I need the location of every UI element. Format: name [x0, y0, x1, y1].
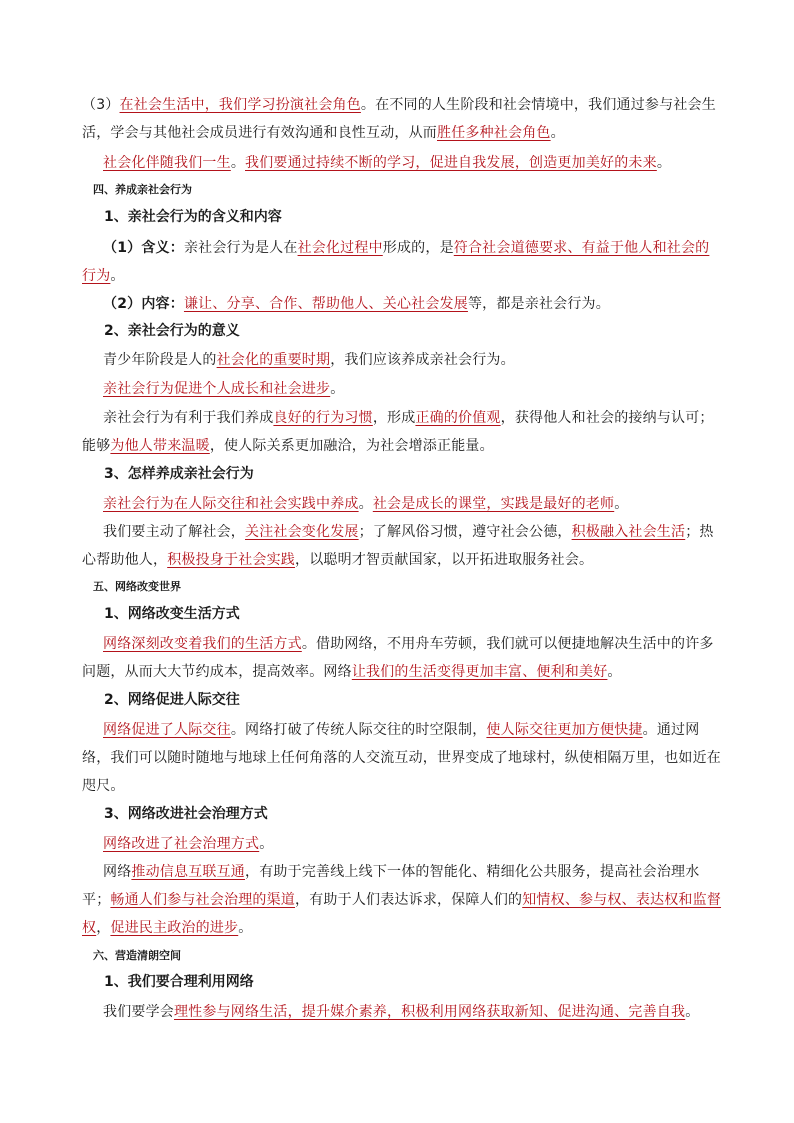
body-text: 。	[358, 496, 373, 512]
key-point-text: 让我们的生活变得更加丰富、便利和美好	[351, 664, 608, 680]
body-text: 亲社会行为有利于我们养成	[103, 410, 274, 426]
key-point-text: 胜任多种社会角色	[437, 125, 551, 141]
paragraph-network-governance	[82, 830, 722, 858]
key-point-text: 知情权、参与权、表达权和监督权	[82, 892, 722, 936]
body-text: 我们要学会	[103, 1004, 174, 1020]
body-text: 形成的，是	[382, 240, 454, 256]
body-text: 网络	[103, 864, 132, 880]
key-point-text: 亲社会行为在人际交往和社会实践中养成	[103, 496, 359, 512]
section-heading-5: 五、网络改变世界	[93, 580, 181, 593]
key-point-text: 为他人带来温暖	[110, 438, 210, 454]
body-text: （2）内容：	[103, 296, 184, 312]
key-point-text: 亲社会行为促进个人成长和社会进步	[103, 381, 331, 397]
key-point-text: 社会化伴随我们一生	[103, 155, 231, 171]
key-point-text: 关注社会变化发展	[245, 524, 359, 540]
paragraph-lifelong-socialization	[82, 149, 722, 177]
key-point-text: 畅通人们参与社会治理的渠道	[110, 892, 296, 908]
body-text: 青少年阶段是人的	[103, 352, 217, 368]
key-point-text: 积极投身于社会实践	[167, 552, 296, 568]
body-text: 。	[656, 155, 672, 171]
paragraph-definition	[82, 234, 722, 290]
body-text: 。	[607, 664, 622, 680]
body-text: 。	[685, 1004, 700, 1020]
body-text: ，使人际关系更加融洽，为社会增添正能量。	[209, 438, 494, 454]
key-point-text: 理性参与网络生活，提升媒介素养，积极利用网络获取新知、促进沟通、完善自我	[174, 1004, 686, 1020]
paragraph-reasonable-use	[82, 998, 722, 1026]
key-point-text: 正确的价值观	[415, 410, 501, 426]
body-text: ，有助于完善线上线下一体的智能化、精细化公共服务，提高社会治理水平；	[82, 864, 700, 908]
paragraph-benefits	[82, 404, 722, 460]
body-text: 。	[238, 920, 253, 936]
body-text: 亲社会行为是人在	[183, 240, 298, 256]
body-text: ，	[96, 920, 111, 936]
body-text: 等，都是亲社会行为。	[467, 296, 610, 312]
subheading-4-2: 2、亲社会行为的意义	[104, 323, 240, 339]
paragraph-understand-society	[82, 518, 722, 574]
body-text: ；热心帮助他人，	[82, 524, 714, 568]
key-point-text: 使人际交往更加方便快捷	[486, 722, 643, 738]
subheading-4-3: 3、怎样养成亲社会行为	[104, 466, 254, 482]
key-point-text: 网络改进了社会治理方式	[103, 836, 260, 852]
key-point-text: 谦让、分享、合作、帮助他人、关心社会发展	[183, 296, 468, 312]
paragraph-how-to-develop	[82, 490, 722, 518]
paragraph-social-roles	[82, 91, 722, 147]
key-point-text: 网络深刻改变着我们的生活方式	[103, 636, 302, 652]
body-text: 。网络打破了传统人际交往的时空限制，	[230, 722, 487, 738]
body-text: ；了解风俗习惯，遵守社会公德，	[358, 524, 572, 540]
key-point-text: 符合社会道德要求、有益于他人和社会的行为	[82, 240, 710, 284]
body-text: ，以聪明才智贡献国家，以开拓进取服务社会。	[295, 552, 594, 568]
body-text: 。	[330, 381, 345, 397]
paragraph-network-life	[82, 630, 722, 686]
body-text: ，有助于人们表达诉求，保障人们的	[295, 892, 523, 908]
body-text: 。在不同的人生阶段和社会情境中，我们通过参与社会生活，学会与其他社会成员进行有效沟通和良性互动，从而	[82, 97, 716, 141]
body-text: ，我们应该养成亲社会行为。	[330, 352, 515, 368]
body-text: ，形成	[372, 410, 416, 426]
subheading-5-2: 2、网络促进人际交往	[104, 692, 240, 708]
body-text: ，获得他人和社会的接纳与认可；能够	[82, 410, 714, 454]
key-point-text: 推动信息互联互通	[131, 864, 246, 880]
body-text: 。	[110, 268, 125, 284]
subheading-4-1: 1、亲社会行为的含义和内容	[104, 209, 282, 225]
subheading-6-1: 1、我们要合理利用网络	[104, 974, 254, 990]
key-point-text: 社会化的重要时期	[216, 352, 331, 368]
section-heading-6: 六、营造清朗空间	[93, 949, 181, 962]
key-point-text: 在社会生活中，我们学习扮演社会角色	[119, 97, 361, 113]
body-text: （1）含义：	[103, 240, 184, 256]
body-text: 我们要主动了解社会，	[103, 524, 245, 540]
key-point-text: 积极融入社会生活	[571, 524, 686, 540]
body-text: 。	[259, 836, 274, 852]
paragraph-network-interaction	[82, 716, 722, 800]
body-text: 。	[614, 496, 629, 512]
paragraph-content	[82, 290, 722, 318]
body-text: 。	[550, 125, 565, 141]
body-text: 。	[230, 155, 246, 171]
key-point-text: 促进民主政治的进步	[110, 920, 239, 936]
body-text: （3）	[82, 97, 120, 113]
key-point-text: 良好的行为习惯	[273, 410, 373, 426]
key-point-text: 社会是成长的课堂，实践是最好的老师	[372, 496, 615, 512]
body-text: 。通过网络，我们可以随时随地与地球上任何角落的人交流互动，世界变成了地球村，纵使相隔万里，也如近在咫尺。	[82, 722, 721, 794]
paragraph-information-interconnection	[82, 858, 722, 942]
section-heading-4: 四、养成亲社会行为	[93, 183, 192, 196]
paragraph-youth-period	[82, 346, 722, 374]
key-point-text: 社会化过程中	[297, 240, 383, 256]
body-text: 。借助网络，不用舟车劳顿，我们就可以便捷地解决生活中的许多问题，从而大大节约成本，提高效率。网络	[82, 636, 714, 680]
key-point-text: 我们要通过持续不断的学习，促进自我发展，创造更加美好的未来	[245, 155, 657, 171]
key-point-text: 网络促进了人际交往	[103, 722, 231, 738]
subheading-5-3: 3、网络改进社会治理方式	[104, 806, 268, 822]
subheading-5-1: 1、网络改变生活方式	[104, 606, 240, 622]
paragraph-promote-growth	[82, 375, 722, 403]
